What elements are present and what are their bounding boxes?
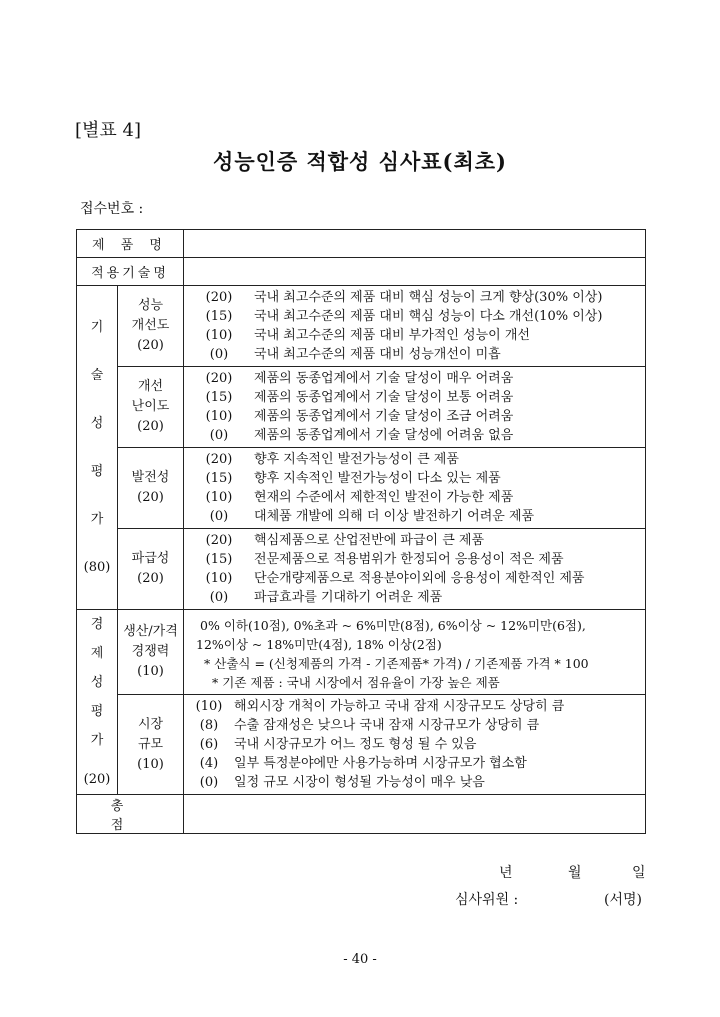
annex-label: [별표 4] — [75, 120, 141, 141]
evaluation-table — [76, 229, 646, 834]
product-name-field[interactable] — [184, 230, 646, 258]
econ-group-row — [77, 695, 646, 795]
tech-group-row — [77, 367, 646, 448]
development-potential-label: 발전성 (20) — [118, 448, 184, 529]
tech-group-row — [77, 529, 646, 610]
applied-tech-row — [77, 258, 646, 286]
tech-group-row — [77, 286, 646, 367]
criteria-list: (20) 국내 최고수준의 제품 대비 핵심 성능이 크게 향상(30% 이상) (15) 국내 최고수준의 제품 대비 핵심 성능이 다소 개선(10% 이상) (10) 국내 최고수준의 제품 대비 부가적인 성능이 개선 (0) 국내 최고수준의 제품 대비 성능개선이 미흡 — [205, 290, 603, 362]
applied-tech-field[interactable] — [184, 258, 646, 286]
ripple-effect-label: 파급성 (20) — [118, 529, 184, 610]
month-label: 월 — [568, 865, 582, 881]
tech-group-row — [77, 448, 646, 529]
criteria-list: (20) 향후 지속적인 발전가능성이 큰 제품 (15) 향후 지속적인 발전가능성이 다소 있는 제품 (10) 현재의 수준에서 제한적인 발전이 가능한 제품 (0) 대체품 개발에 의해 더 이상 발전하기 어려운 제품 — [205, 452, 535, 524]
econ-group-row — [77, 610, 646, 695]
examiner-label: 심사위원 : — [455, 892, 519, 908]
improvement-difficulty-label: 개선 난이도 (20) — [118, 367, 184, 448]
page-number: - 40 - — [343, 952, 377, 967]
document-title: 성능인증 적합성 심사표(최초) — [213, 149, 507, 174]
criteria-list: (10) 해외시장 개척이 가능하고 국내 잠재 시장규모도 상당히 큼 (8) 수출 잠재성은 낮으나 국내 잠재 시장규모가 상당히 큼 (6) 국내 시장규모가 어느 정도 형성 될 수 있음 (4) 일부 특정분야에만 사용가능하며 시장규모가 협소함 (0) 일정 규모 시장이 형성될 가능성이 매우 낮음 — [195, 699, 565, 790]
signature-label: (서명) — [604, 892, 642, 908]
total-score-row — [77, 795, 646, 834]
econ-eval-category: 경 제 성 평 가 (20) — [77, 610, 118, 795]
price-competitiveness-label: 생산/가격 경쟁력 (10) — [118, 610, 184, 695]
performance-improvement-label: 성능 개선도 (20) — [118, 286, 184, 367]
total-score-field[interactable] — [184, 795, 646, 834]
year-label: 년 — [499, 865, 513, 881]
total-score-label: 총 점 — [77, 795, 184, 834]
applied-tech-label: 적용기술명 — [77, 258, 184, 286]
receipt-number-label: 접수번호 : — [80, 201, 144, 217]
product-name-row — [77, 230, 646, 258]
day-label: 일 — [632, 865, 646, 881]
product-name-label: 제 품 명 — [77, 230, 184, 258]
market-size-label: 시장 규모 (10) — [118, 695, 184, 795]
tech-eval-category: 기 술 성 평 가 (80) — [77, 286, 118, 610]
criteria-list: (20) 제품의 동종업계에서 기술 달성이 매우 어려움 (15) 제품의 동종업계에서 기술 달성이 보통 어려움 (10) 제품의 동종업계에서 기술 달성이 조금 어려움 (0) 제품의 동종업계에서 기술 달성에 어려움 없음 — [205, 371, 514, 443]
price-criteria: 0% 이하(10점), 0%초과 ~ 6%미만(8점), 6%이상 ~ 12%미만(6점), 12%이상 ~ 18%미만(4점), 18% 이상(2점) * 산출식 = (신청제품의 가격 - 기존제품* 가격) / 기존제품 가격 * 100 * 기존 제품 : 국내 시장에서 점유율이 가장 높은 제품 — [184, 610, 646, 695]
criteria-list: (20) 핵심제품으로 산업전반에 파급이 큰 제품 (15) 전문제품으로 적용범위가 한정되어 응용성이 적은 제품 (10) 단순개량제품으로 적용분야이외에 응용성이 제한적인 제품 (0) 파급효과를 기대하기 어려운 제품 — [205, 533, 585, 605]
